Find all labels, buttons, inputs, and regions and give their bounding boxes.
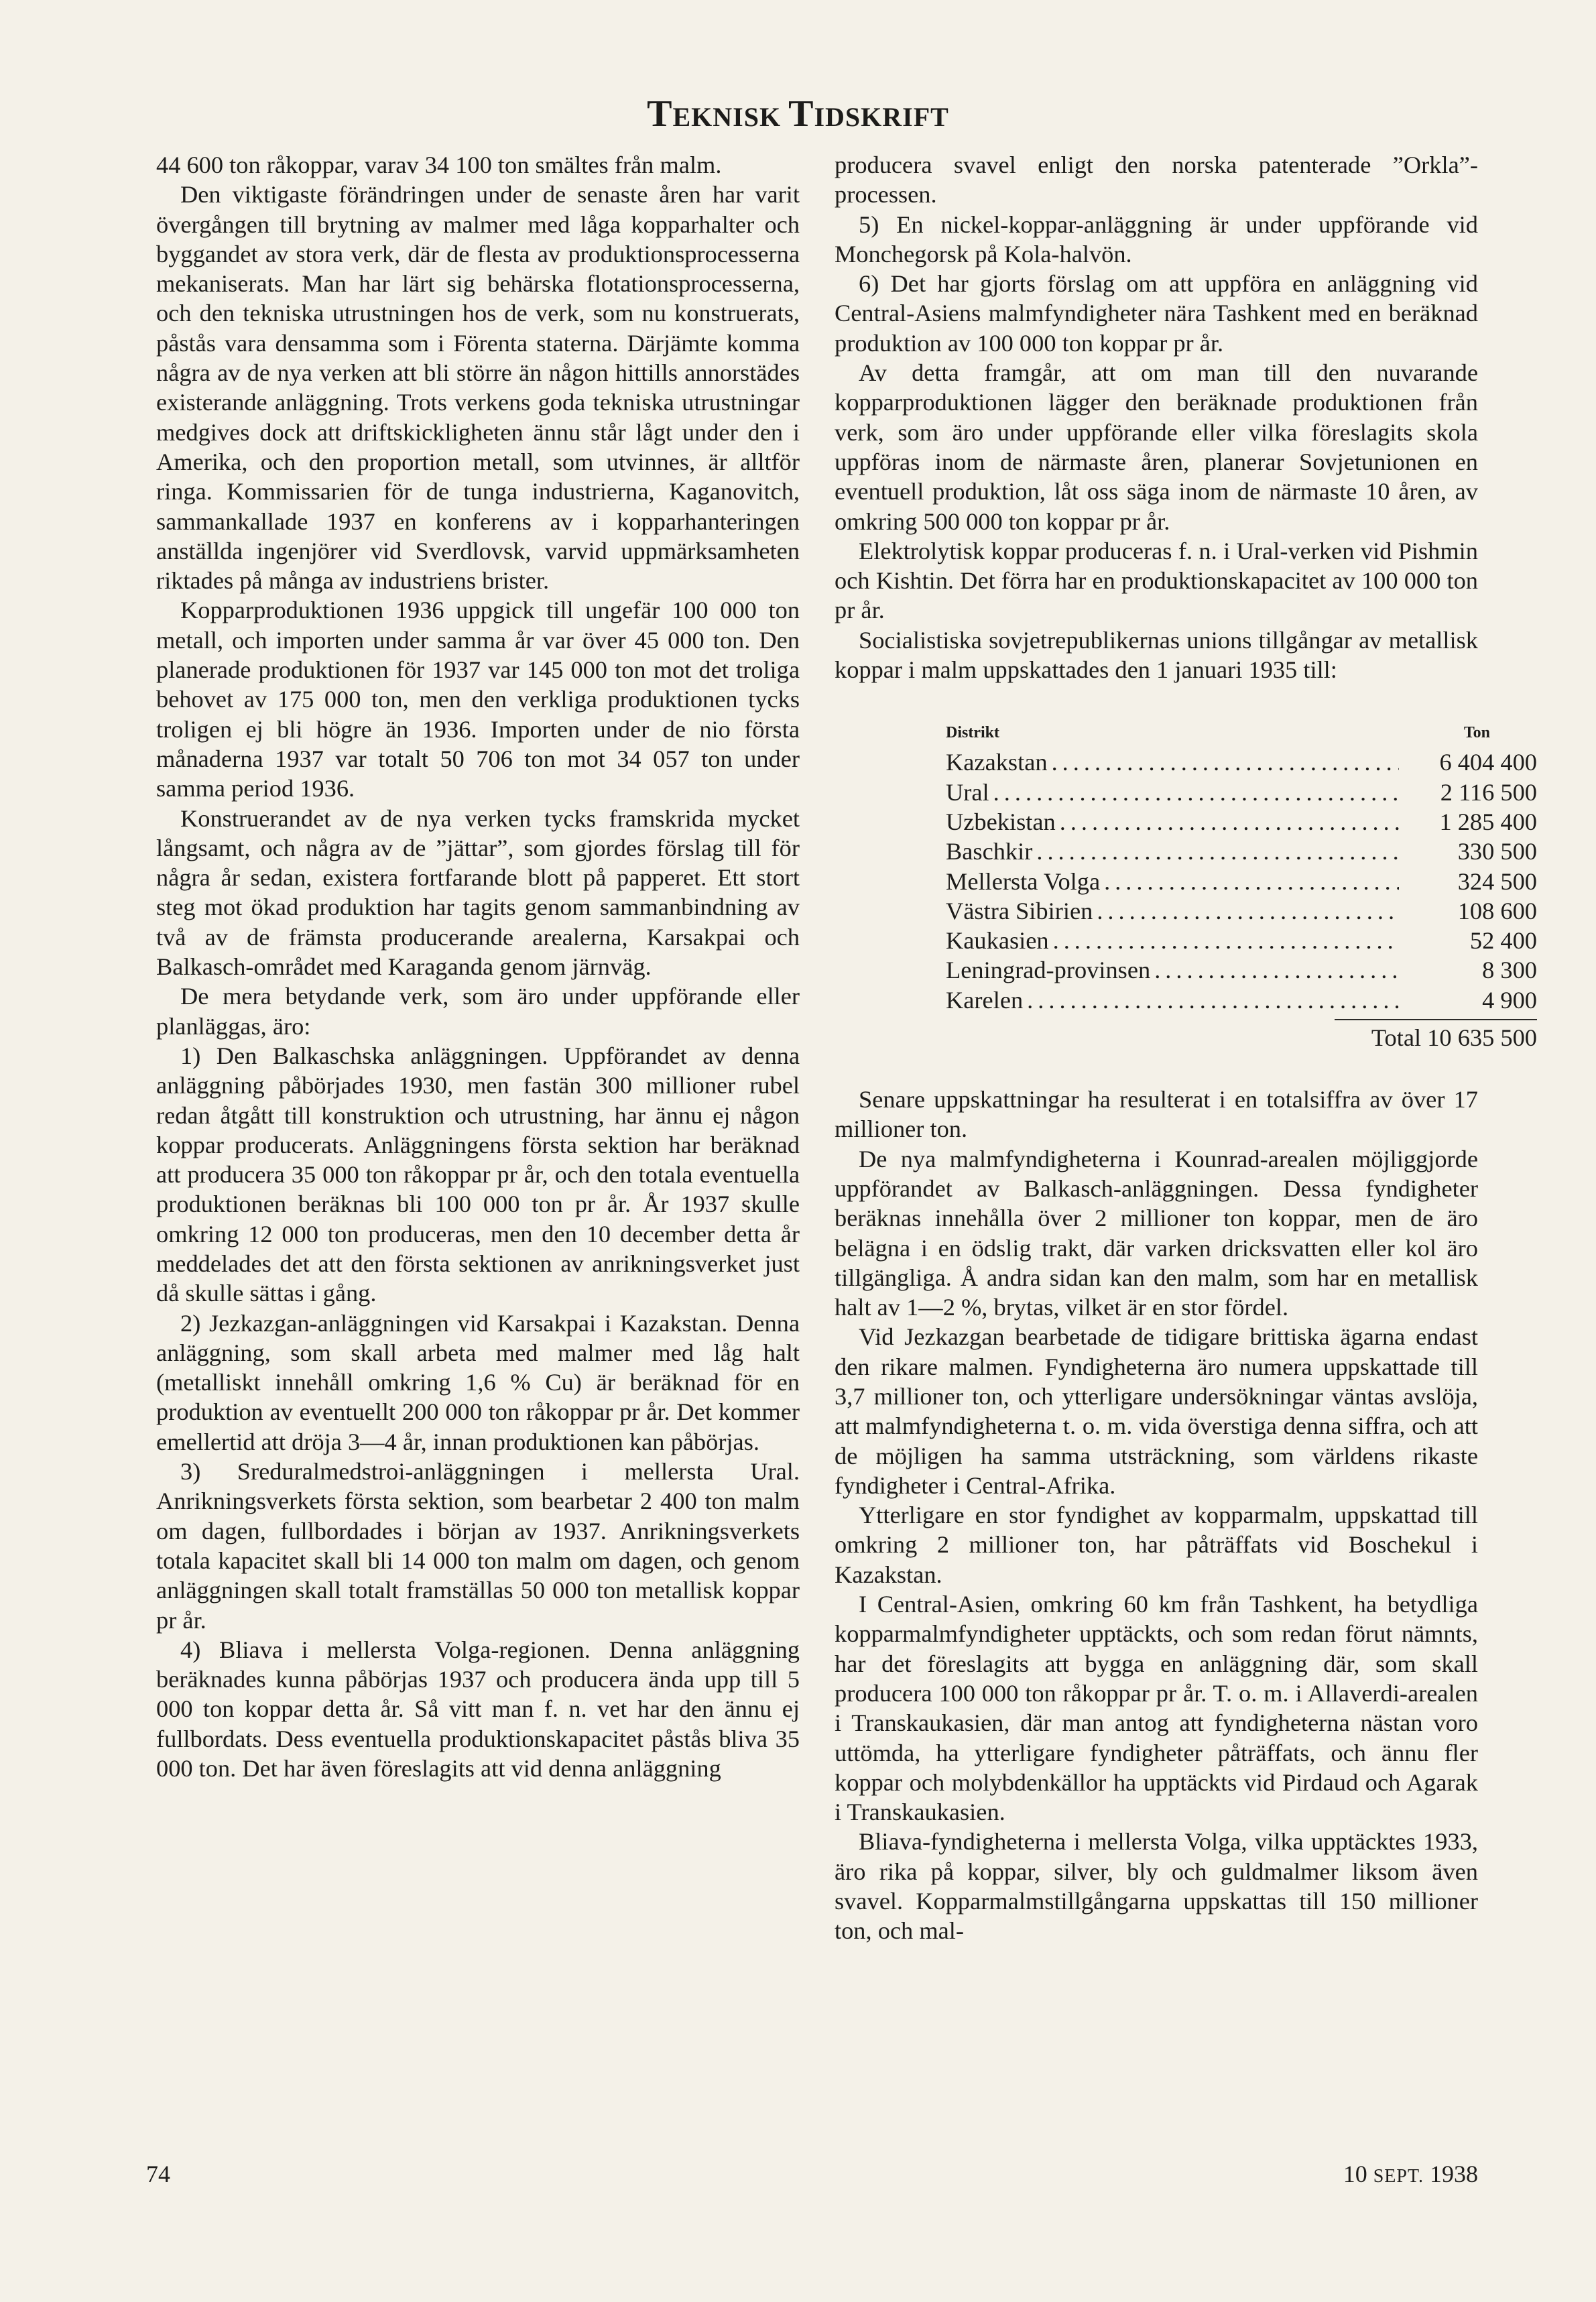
- table-row: [939, 985, 1537, 1015]
- left-column: [156, 150, 800, 1783]
- paragraph: 5) En nickel-koppar-anläggning är under uppförande vid Monchegorsk på Kola-halvön.: [835, 210, 1478, 267]
- district-tons: 2 116 500: [1440, 778, 1537, 806]
- table-row: [939, 747, 1537, 777]
- masthead-initial-2: T: [788, 93, 814, 135]
- right-column: [835, 150, 1537, 1946]
- paragraph: 3) Sreduralmedstroi-anläggningen i mellersta Ural. Anrikningsverkets första sektion, som bearbetar 2 400 ton malm om dagen, fullbordades i början av 1937. Anrikningsverkets totala kapacitet skall bli 14 000 ton malm om dagen, och genom anläggningen skall totalt framställas 50 000 ton metallisk koppar pr år.: [156, 1458, 800, 1634]
- column-header-tons: Ton: [1463, 724, 1490, 742]
- district-tons: 108 600: [1457, 897, 1537, 924]
- paragraph: De mera betydande verk, som äro under uppförande eller planläggas, äro:: [156, 983, 800, 1040]
- paragraph: I Central-Asien, omkring 60 km från Tashkent, ha betydliga kopparmalmfyndigheter upptäckts, och som redan förut nämnts, har det föreslagits att bygga en anläggning där, som skall producera 100 000 ton råkoppar pr år. T. o. m. i Allaverdi-arealen i Transkaukasien, där man antog att fyndigheterna nästan voro uttömda, ha ytterligare fyndigheter påträffats, och ännu fler koppar och molybdenkällor ha upptäckts vid Pirdaud och Agarak i Transkaukasien.: [835, 1591, 1478, 1826]
- paragraph: 6) Det har gjorts förslag om att uppföra en anläggning vid Central-Asiens malmfyndigheter nära Tashkent med en beräknad produktion av 100 000 ton koppar pr år.: [835, 270, 1478, 357]
- table-row: [939, 955, 1537, 985]
- masthead-word-2: IDSKRIFT: [814, 102, 949, 132]
- masthead-initial-1: T: [647, 93, 673, 135]
- paragraph: Vid Jezkazgan bearbetade de tidigare brittiska ägarna endast den rikare malmen. Fyndigheterna äro numera uppskattade till 3,7 millioner ton, och ytterligare undersökningar väntas avslöja, att malmfyndigheterna t. o. m. vida överstiga denna siffra, och att de möjligen ha samma utsträckning, som världens rikaste fyndigheter i Central-Afrika.: [835, 1323, 1478, 1499]
- table-row: [939, 926, 1537, 955]
- table-row: [939, 807, 1537, 837]
- paragraph: Senare uppskattningar ha resulterat i en totalsiffra av över 17 millioner ton.: [835, 1086, 1478, 1143]
- dot-leader: [1053, 926, 1399, 955]
- dot-leader: [1036, 837, 1399, 866]
- district-tons: 6 404 400: [1439, 749, 1537, 776]
- issue-year: 1938: [1430, 2161, 1478, 2187]
- district-name: Mellersta Volga: [946, 867, 1101, 895]
- paragraph: Socialistiska sovjetrepublikernas unions tillgångar av metallisk koppar i malm uppskattades den 1 januari 1935 till:: [835, 626, 1478, 684]
- paragraph: 4) Bliava i mellersta Volga-regionen. Denna anläggning beräknades kunna påbörjas 1937 och producera ända upp till 5 000 ton koppar detta år. Så vitt man f. n. vet har den ännu ej fullbordats. Dess eventuella produktionskapacitet påstås bliva 35 000 ton. Det har även föreslagits att vid denna anläggning: [156, 1636, 800, 1782]
- copper-reserves-table: [939, 722, 1537, 1055]
- paragraph: 44 600 ton råkoppar, varav 34 100 ton smältes från malm.: [156, 152, 722, 178]
- table-row: [939, 896, 1537, 926]
- district-name: Västra Sibirien: [946, 897, 1093, 924]
- paragraph: Bliava-fyndigheterna i mellersta Volga, vilka upptäcktes 1933, äro rika på koppar, silver, bly och guldmalmer liksom även svavel. Kopparmalmstillgångarna uppskattas till 150 millioner ton, och mal-: [835, 1828, 1478, 1945]
- paragraph: 2) Jezkazgan-anläggningen vid Karsakpai i Kazakstan. Denna anläggning, som skall arbeta med malmer med låg halt (metalliskt innehåll omkring 1,6 % Cu) är beräknad för en produktion av eventuellt 200 000 ton råkoppar pr år. Det kommer emellertid att dröja 3—4 år, innan produktionen kan påbörjas.: [156, 1309, 800, 1455]
- paragraph: De nya malmfyndigheterna i Kounrad-arealen möjliggjorde uppförandet av Balkasch-anläggningen. Dessa fyndigheter beräknas innehålla över 2 millioner ton koppar, men de äro belägna i en ödslig trakt, där varken dricksvatten eller kol äro tillgängliga. Å andra sidan kan den malm, som har en metallisk halt av 1—2 %, brytas, vilket är en stor fördel.: [835, 1145, 1478, 1321]
- dot-leader: [1060, 807, 1399, 837]
- dot-leader: [1097, 896, 1399, 926]
- table-total-row: [939, 1020, 1537, 1055]
- district-name: Kazakstan: [946, 749, 1048, 776]
- issue-date: [1343, 2160, 1478, 2188]
- journal-masthead: [0, 93, 1596, 135]
- district-tons: 1 285 400: [1439, 808, 1537, 835]
- district-name: Uzbekistan: [946, 808, 1056, 835]
- right-column-continued: [835, 1085, 1478, 1946]
- dot-leader: [1154, 955, 1399, 985]
- paragraph: Konstruerandet av de nya verken tycks framskrida mycket långsamt, och några av de ”jättar”, som gjordes förslag till för några år sedan, existera fortfarande blott på papperet. Ett stort steg mot ökad produktion har tagits genom sammanbindning av två av de främsta producerande arealerna, Karsakpai och Balkasch-området med Karaganda genom järnväg.: [156, 804, 800, 981]
- column-header-district: Distrikt: [946, 724, 999, 742]
- table-header: [939, 722, 1537, 747]
- page-number: 74: [146, 2161, 170, 2187]
- district-tons: 4 900: [1482, 986, 1537, 1014]
- masthead-word-1: EKNISK: [672, 102, 782, 132]
- paragraph: Kopparproduktionen 1936 uppgick till ungefär 100 000 ton metall, och importen under samma år var över 45 000 ton. Den planerade produktionen för 1937 var 145 000 ton mot det troliga behovet av 175 000 ton, men den verkliga produktionen tycks troligen ej bli högre än 1936. Importen under de nio första månaderna 1937 var totalt 50 706 ton mot 34 057 ton under samma period 1936.: [156, 597, 800, 802]
- district-tons: 52 400: [1469, 927, 1537, 955]
- paragraph: Av detta framgår, att om man till den nuvarande kopparproduktionen lägger den beräknade produktionen från verk, som äro under uppförande eller vilka föreslagits skola uppföras inom de närmaste åren, planerar Sovjetunionen en eventuell produktion, låt oss säga inom de närmaste 10 åren, av omkring 500 000 ton koppar pr år.: [835, 359, 1478, 535]
- paragraph: Elektrolytisk koppar produceras f. n. i Ural-verken vid Pishmin och Kishtin. Det förra har en produktionskapacitet av 100 000 ton pr år.: [835, 537, 1478, 624]
- table-row: [939, 778, 1537, 807]
- total-label: Total: [1371, 1024, 1422, 1052]
- dot-leader: [1052, 747, 1399, 777]
- district-name: Leningrad-provinsen: [946, 957, 1151, 984]
- district-tons: 324 500: [1457, 867, 1537, 895]
- table-row: [939, 837, 1537, 866]
- dot-leader: [993, 778, 1399, 807]
- paragraph: 1) Den Balkaschska anläggningen. Uppförandet av denna anläggning påbörjades 1930, men fastän 300 millioner rubel redan åtgått till konstruktion och utrustning, har ännu ej någon koppar producerats. Anläggningens första sektion har beräknad att producera 35 000 ton råkoppar pr år, och den totala eventuella produktionen beräknas bli 100 000 ton pr år. År 1937 skulle omkring 12 000 ton produceras, men den 10 december detta år meddelades det att den första sektionen av anrikningsverket just då skulle sättas i gång.: [156, 1042, 800, 1307]
- dot-leader: [1104, 867, 1399, 896]
- total-value: 10 635 500: [1427, 1024, 1537, 1052]
- district-name: Baschkir: [946, 838, 1033, 865]
- district-name: Ural: [946, 778, 989, 806]
- issue-day: 10: [1343, 2161, 1367, 2187]
- district-tons: 330 500: [1457, 838, 1537, 865]
- paragraph: producera svavel enligt den norska patenterade ”Orkla”-processen.: [835, 152, 1478, 208]
- issue-month: SEPT.: [1373, 2166, 1424, 2187]
- district-name: Kaukasien: [946, 927, 1049, 955]
- district-name: Karelen: [946, 986, 1024, 1014]
- paragraph: Den viktigaste förändringen under de senaste åren har varit övergången till brytning av malmer med låga kopparhalter och byggandet av stora verk, där de flesta av produktionsprocesserna mekaniserats. Man har lärt sig behärska flotationsprocesserna, och den tekniska utrustningen hos de verk, som nu konstruerats, påstås vara densamma som i Förenta staterna. Därjämte komma några av de nya verken att bli större än någon hittills annorstädes existerande anläggning. Trots verkens goda tekniska utrustningar medgives dock att driftskickligheten ännu står lågt under den i Amerika, och den proportion metall, som utvinnes, är alltför ringa. Kommissarien för de tunga industrierna, Kaganovitch, sammankallade 1937 en konferens av i kopparhanteringen anställda ingenjörer vid Sverdlovsk, varvid uppmärksamheten riktades på många av industriens brister.: [156, 181, 800, 595]
- table-row: [939, 867, 1537, 896]
- paragraph: Ytterligare en stor fyndighet av kopparmalm, uppskattad till omkring 2 millioner ton, har påträffats vid Boschekul i Kazakstan.: [835, 1502, 1478, 1588]
- district-tons: 8 300: [1482, 957, 1537, 984]
- dot-leader: [1027, 985, 1399, 1015]
